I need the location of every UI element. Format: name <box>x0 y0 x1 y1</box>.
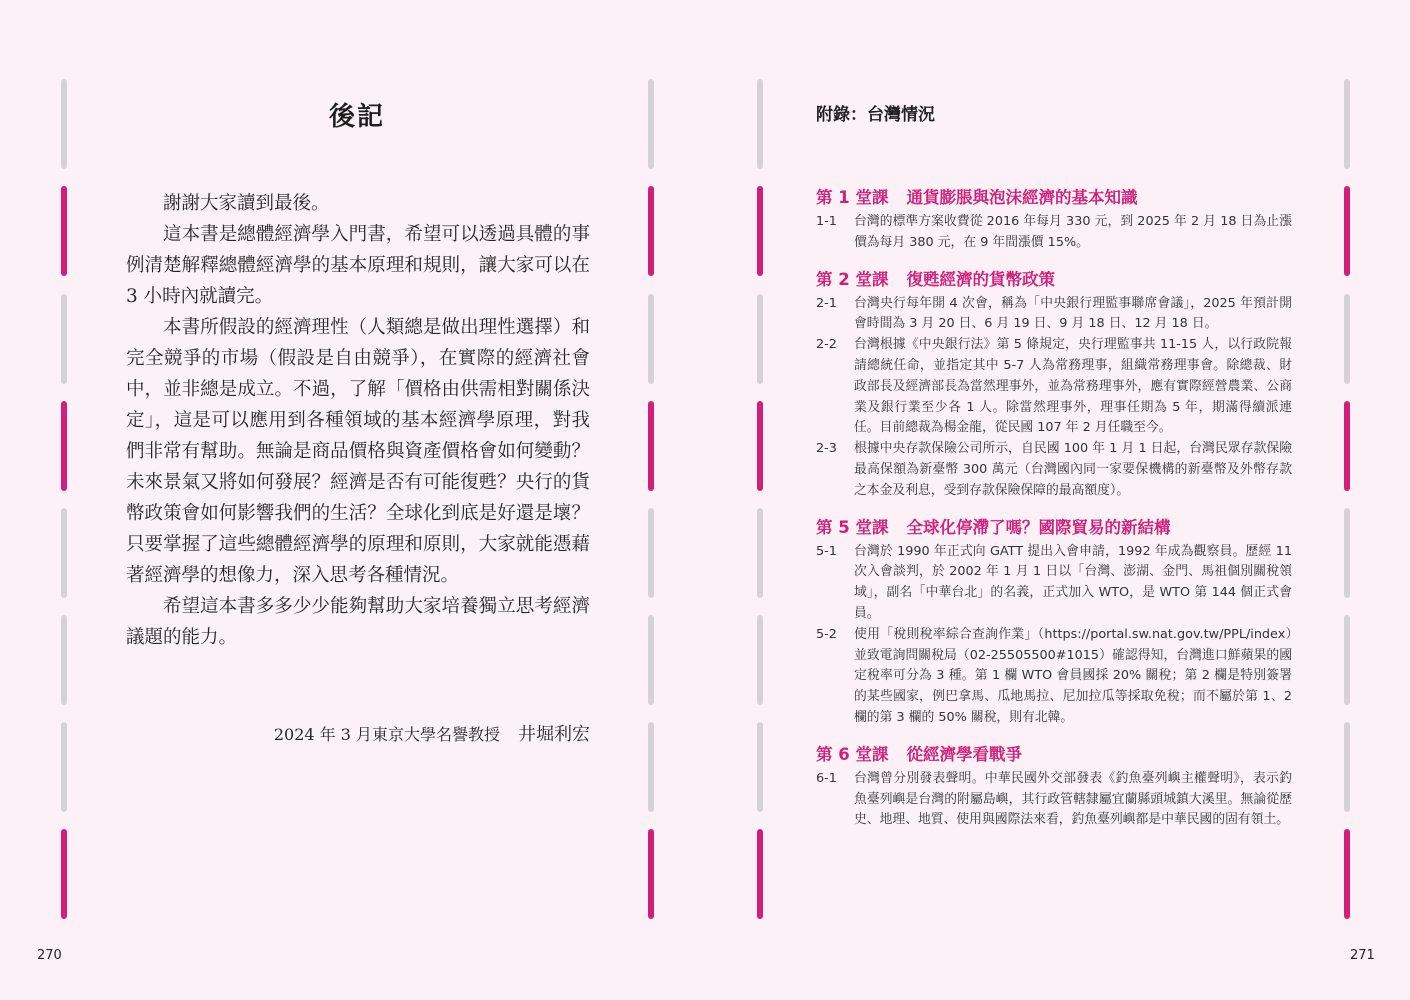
appendix-body <box>816 186 1292 845</box>
note-item <box>816 294 1292 336</box>
margin-bar <box>648 829 654 919</box>
note-number: 2-2 <box>816 337 837 353</box>
margin-bar <box>648 186 654 276</box>
margin-bar <box>648 722 654 812</box>
margin-bar <box>1344 294 1350 384</box>
margin-bar <box>757 401 763 491</box>
note-number: 5-1 <box>816 543 837 559</box>
margin-bar <box>648 508 654 598</box>
appendix-title: 附錄：台灣情況 <box>816 105 935 125</box>
lesson-heading <box>816 516 1292 540</box>
margin-bar <box>757 186 763 276</box>
margin-bar <box>61 294 67 384</box>
margin-bar <box>61 829 67 919</box>
margin-bar <box>1344 401 1350 491</box>
afterword-paragraph: 本書所假設的經濟理性（人類總是做出理性選擇）和完全競爭的市場（假設是自由競爭），在實際的經濟社會中，並非總是成立。不過，了解「價格由供需相對關係決定」，這是可以應用到各種領域的基本經濟學原理，對我們非常有幫助。無論是商品價格與資產價格會如何變動？未來景氣又將如何發展？經濟是否有可能復甦？央行的貨幣政策會如何影響我們的生活？全球化到底是好還是壞？只要掌握了這些總體經濟學的原理和原則，大家就能憑藉著經濟學的想像力，深入思考各種情況。 <box>126 317 590 586</box>
lesson-title: 全球化停滯了嗎？國際貿易的新結構 <box>906 517 1171 537</box>
margin-bar <box>757 722 763 812</box>
afterword-paragraph: 希望這本書多多少少能夠幫助大家培養獨立思考經濟議題的能力。 <box>126 596 590 648</box>
lesson-title: 從經濟學看戰爭 <box>906 744 1022 764</box>
lesson-title: 復甦經濟的貨幣政策 <box>906 269 1055 289</box>
note-item <box>816 212 1292 254</box>
note-number: 5-2 <box>816 626 837 642</box>
note-text: 使用「稅則稅率綜合查詢作業」（https://portal.sw.nat.gov.tw/PPL/index）並致電詢問關稅局（02-25505500#1015）確認得知，台灣進口鮮蘋果的國定稅率可分為 3 種。第 1 欄 WTO 會員國採 20% 關稅；第 2 欄是特別簽署的某些國家，例巴拿馬、瓜地馬拉、尼加拉瓜等採取免稅；而不屬於第 1、2 欄的第 3 欄的 50% 關稅，則有北韓。 <box>854 626 1292 725</box>
lesson-title: 通貨膨脹與泡沫經濟的基本知識 <box>906 188 1138 207</box>
page-number-left: 270 <box>37 948 62 963</box>
margin-bar <box>1344 79 1350 169</box>
margin-bar <box>61 508 67 598</box>
lesson-section <box>816 743 1292 831</box>
lesson-heading <box>816 186 1292 210</box>
margin-bar <box>61 401 67 491</box>
margin-bar <box>61 722 67 812</box>
note-text: 台灣於 1990 年正式向 GATT 提出入會申請，1992 年成為觀察員。歷經 11 次入會談判，於 2002 年 1 月 1 日以「台灣、澎湖、金門、馬祖個別關稅領域」，副名「中華台北」的名義，正式加入 WTO，是 WTO 第 144 個正式會員。 <box>854 543 1292 621</box>
note-number: 2-3 <box>816 441 837 457</box>
note-text: 根據中央存款保險公司所示，自民國 100 年 1 月 1 日起，台灣民眾存款保險最高保額為新臺幣 300 萬元（台灣國內同一家要保機構的新臺幣及外幣存款之本金及利息，受到存款保險保障的最高額度）。 <box>854 441 1292 498</box>
page-number-right: 271 <box>1350 948 1375 963</box>
margin-bar <box>648 294 654 384</box>
margin-bar <box>648 401 654 491</box>
lesson-number: 第 6 堂課 <box>816 744 889 764</box>
lesson-heading <box>816 268 1292 292</box>
afterword-title: 後記 <box>328 102 385 132</box>
note-item <box>816 625 1292 729</box>
note-text: 台灣曾分別發表聲明。中華民國外交部發表《釣魚臺列嶼主權聲明》，表示釣魚臺列嶼是台灣的附屬島嶼，其行政管轄隸屬宜蘭縣頭城鎮大溪里。無論從歷史、地理、地質、使用與國際法來看，釣魚臺列嶼都是中華民國的固有領土。 <box>854 770 1292 828</box>
note-number: 6-1 <box>816 770 837 786</box>
note-text: 台灣根據《中央銀行法》第 5 條規定，央行理監事共 11-15 人，以行政院報請總統任命，並指定其中 5-7 人為常務理事，組織常務理事會。除總裁、財政部長及經濟部長為當然理事外，並為常務理事外，應有實際經營農業、公商業及銀行業至少各 1 人。除當然理事外，理事任期為 5 年，期滿得續派連任。目前總裁為楊金龍，從民國 107 年 2 月任職至今。 <box>854 337 1292 436</box>
afterword-paragraph: 這本書是總體經濟學入門書，希望可以透過具體的事例清楚解釋總體經濟學的基本原理和規則，讓大家可以在 3 小時內就讀完。 <box>126 224 590 307</box>
lesson-section <box>816 268 1292 502</box>
margin-bar <box>1344 186 1350 276</box>
signature <box>126 720 590 746</box>
note-number: 1-1 <box>816 214 837 229</box>
margin-bar <box>648 615 654 705</box>
note-item <box>816 439 1292 501</box>
margin-bar <box>1344 615 1350 705</box>
margin-bar <box>757 615 763 705</box>
afterword-body <box>126 188 590 653</box>
afterword-paragraph: 謝謝大家讀到最後。 <box>163 193 330 214</box>
signature-date: 2024 年 3 月東京大學名譽教授 <box>273 725 500 744</box>
lesson-section <box>816 516 1292 729</box>
margin-bar <box>1344 722 1350 812</box>
margin-bar <box>1344 508 1350 598</box>
note-item <box>816 542 1292 625</box>
lesson-number: 第 1 堂課 <box>816 188 889 207</box>
margin-bar <box>648 79 654 169</box>
signature-name: 井堀利宏 <box>518 724 590 745</box>
margin-bar <box>1344 829 1350 919</box>
lesson-number: 第 2 堂課 <box>816 269 889 289</box>
margin-bar <box>757 79 763 169</box>
margin-bar <box>757 508 763 598</box>
lesson-section <box>816 186 1292 254</box>
note-number: 2-1 <box>816 295 837 311</box>
margin-bar <box>757 829 763 919</box>
lesson-number: 第 5 堂課 <box>816 517 889 537</box>
margin-bar <box>757 294 763 384</box>
note-text: 台灣的標準方案收費從 2016 年每月 330 元，到 2025 年 2 月 18 日為止漲價為每月 380 元，在 9 年間漲價 15%。 <box>854 214 1292 250</box>
note-item <box>816 335 1292 439</box>
note-text: 台灣央行每年開 4 次會，稱為「中央銀行理監事聯席會議」，2025 年預計開會時間為 3 月 20 日、6 月 19 日、9 月 18 日、12 月 18 日。 <box>854 295 1292 332</box>
margin-bar <box>61 79 67 169</box>
note-item <box>816 769 1292 831</box>
margin-bar <box>61 615 67 705</box>
margin-bar <box>61 186 67 276</box>
lesson-heading <box>816 743 1292 767</box>
